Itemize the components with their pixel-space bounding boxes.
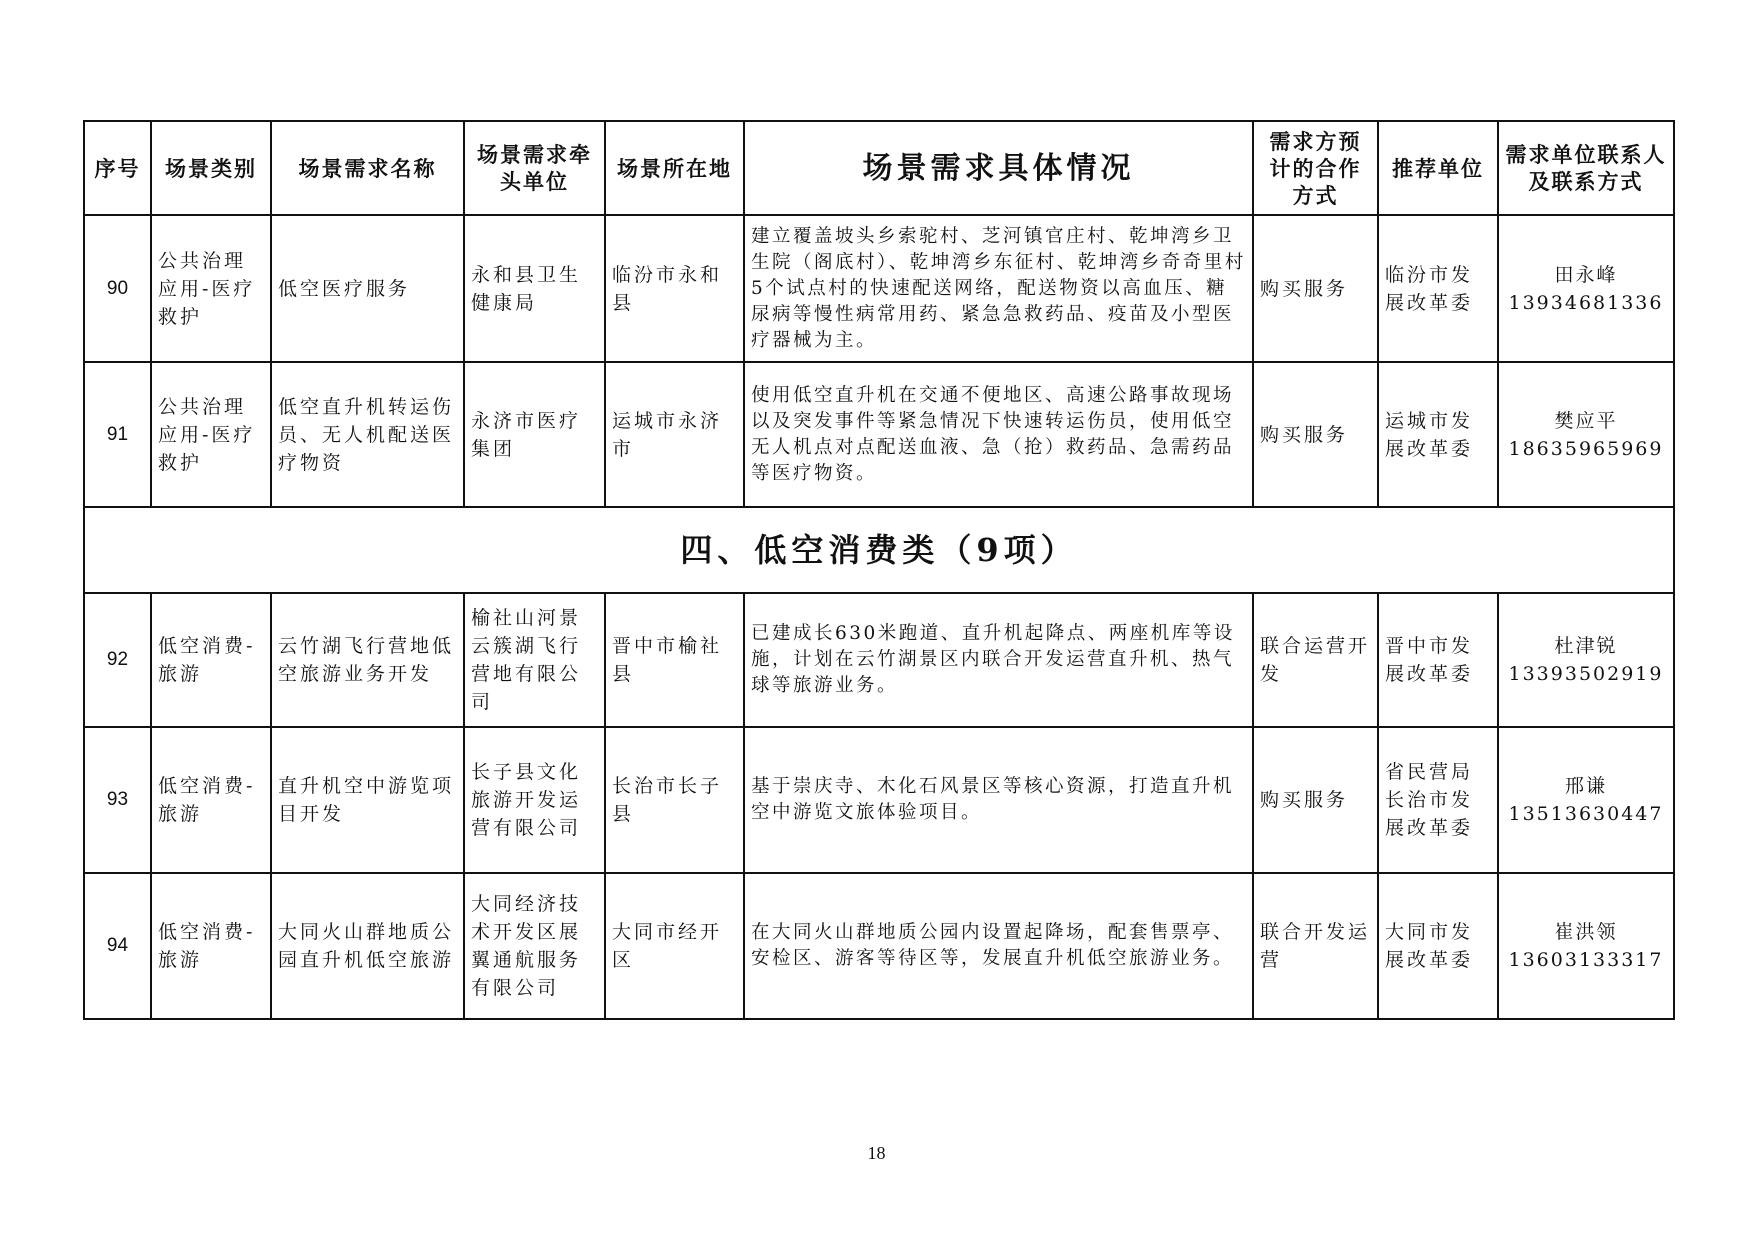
header-cooperation: 需求方预计的合作方式 xyxy=(1253,121,1378,215)
row-cooperation: 联合运营开发 xyxy=(1253,593,1378,727)
section-title: 四、低空消费类（9项） xyxy=(84,507,1674,593)
row-name: 直升机空中游览项目开发 xyxy=(271,727,464,873)
row-lead-unit: 永和县卫生健康局 xyxy=(464,215,605,362)
row-location: 晋中市榆社县 xyxy=(605,593,744,727)
row-details: 已建成长630米跑道、直升机起降点、两座机库等设施，计划在云竹湖景区内联合开发运营直升机、热气球等旅游业务。 xyxy=(744,593,1253,727)
row-details: 基于崇庆寺、木化石风景区等核心资源，打造直升机空中游览文旅体验项目。 xyxy=(744,727,1253,873)
header-no: 序号 xyxy=(84,121,151,215)
row-category: 低空消费-旅游 xyxy=(151,593,271,727)
contact-name: 崔洪领 xyxy=(1554,921,1618,943)
row-lead-unit: 榆社山河景云簇湖飞行营地有限公司 xyxy=(464,593,605,727)
row-location: 长治市长子县 xyxy=(605,727,744,873)
row-no: 94 xyxy=(84,873,151,1019)
row-recommender: 大同市发展改革委 xyxy=(1378,873,1498,1019)
row-category: 公共治理应用-医疗救护 xyxy=(151,362,271,507)
row-contact xyxy=(1498,873,1674,1019)
header-name: 场景需求名称 xyxy=(271,121,464,215)
contact-phone: 13513630447 xyxy=(1508,803,1664,825)
contact-phone: 13603133317 xyxy=(1508,949,1664,971)
row-details: 建立覆盖坡头乡索驼村、芝河镇官庄村、乾坤湾乡卫生院（阁底村）、乾坤湾乡东征村、乾坤湾乡奇奇里村5个试点村的快速配送网络，配送物资以高血压、糖尿病等慢性病常用药、紧急急救药品、疫苗及小型医疗器械为主。 xyxy=(744,215,1253,362)
row-category: 低空消费-旅游 xyxy=(151,727,271,873)
row-no: 93 xyxy=(84,727,151,873)
contact-phone: 18635965969 xyxy=(1508,437,1664,460)
scenario-demand-table xyxy=(83,120,1675,1020)
table-row xyxy=(84,727,1674,873)
header-recommender: 推荐单位 xyxy=(1378,121,1498,215)
row-location: 临汾市永和县 xyxy=(605,215,744,362)
row-cooperation: 购买服务 xyxy=(1253,215,1378,362)
row-cooperation: 购买服务 xyxy=(1253,727,1378,873)
table-row xyxy=(84,362,1674,507)
row-cooperation: 联合开发运营 xyxy=(1253,873,1378,1019)
row-no: 91 xyxy=(84,362,151,507)
header-category: 场景类别 xyxy=(151,121,271,215)
row-name: 低空直升机转运伤员、无人机配送医疗物资 xyxy=(271,362,464,507)
row-cooperation: 购买服务 xyxy=(1253,362,1378,507)
row-name: 大同火山群地质公园直升机低空旅游 xyxy=(271,873,464,1019)
contact-phone: 13934681336 xyxy=(1508,291,1664,314)
contact-name: 田永峰 xyxy=(1554,263,1618,286)
row-no: 92 xyxy=(84,593,151,727)
row-category: 公共治理应用-医疗救护 xyxy=(151,215,271,362)
row-lead-unit: 大同经济技术开发区展翼通航服务有限公司 xyxy=(464,873,605,1019)
header-lead-unit: 场景需求牵头单位 xyxy=(464,121,605,215)
row-no: 90 xyxy=(84,215,151,362)
table-header-row xyxy=(84,121,1674,215)
row-recommender: 运城市发展改革委 xyxy=(1378,362,1498,507)
header-contact: 需求单位联系人及联系方式 xyxy=(1498,121,1674,215)
row-recommender: 省民营局长治市发展改革委 xyxy=(1378,727,1498,873)
row-recommender: 晋中市发展改革委 xyxy=(1378,593,1498,727)
row-lead-unit: 永济市医疗集团 xyxy=(464,362,605,507)
contact-name: 杜津锐 xyxy=(1554,635,1618,657)
row-contact xyxy=(1498,727,1674,873)
header-location: 场景所在地 xyxy=(605,121,744,215)
contact-name: 樊应平 xyxy=(1554,409,1618,432)
row-name: 低空医疗服务 xyxy=(271,215,464,362)
contact-phone: 13393502919 xyxy=(1508,663,1664,685)
row-recommender: 临汾市发展改革委 xyxy=(1378,215,1498,362)
row-lead-unit: 长子县文化旅游开发运营有限公司 xyxy=(464,727,605,873)
header-details: 场景需求具体情况 xyxy=(744,121,1253,215)
table-row xyxy=(84,873,1674,1019)
row-location: 运城市永济市 xyxy=(605,362,744,507)
row-contact xyxy=(1498,362,1674,507)
row-details: 在大同火山群地质公园内设置起降场，配套售票亭、安检区、游客等待区等，发展直升机低空旅游业务。 xyxy=(744,873,1253,1019)
row-details: 使用低空直升机在交通不便地区、高速公路事故现场以及突发事件等紧急情况下快速转运伤员，使用低空无人机点对点配送血液、急（抢）救药品、急需药品等医疗物资。 xyxy=(744,362,1253,507)
section-header-row xyxy=(84,507,1674,593)
row-contact xyxy=(1498,593,1674,727)
contact-name: 邢谦 xyxy=(1564,775,1607,797)
row-contact xyxy=(1498,215,1674,362)
table-row xyxy=(84,593,1674,727)
row-location: 大同市经开区 xyxy=(605,873,744,1019)
row-name: 云竹湖飞行营地低空旅游业务开发 xyxy=(271,593,464,727)
table-row xyxy=(84,215,1674,362)
row-category: 低空消费-旅游 xyxy=(151,873,271,1019)
page-number: 18 xyxy=(867,1143,886,1163)
